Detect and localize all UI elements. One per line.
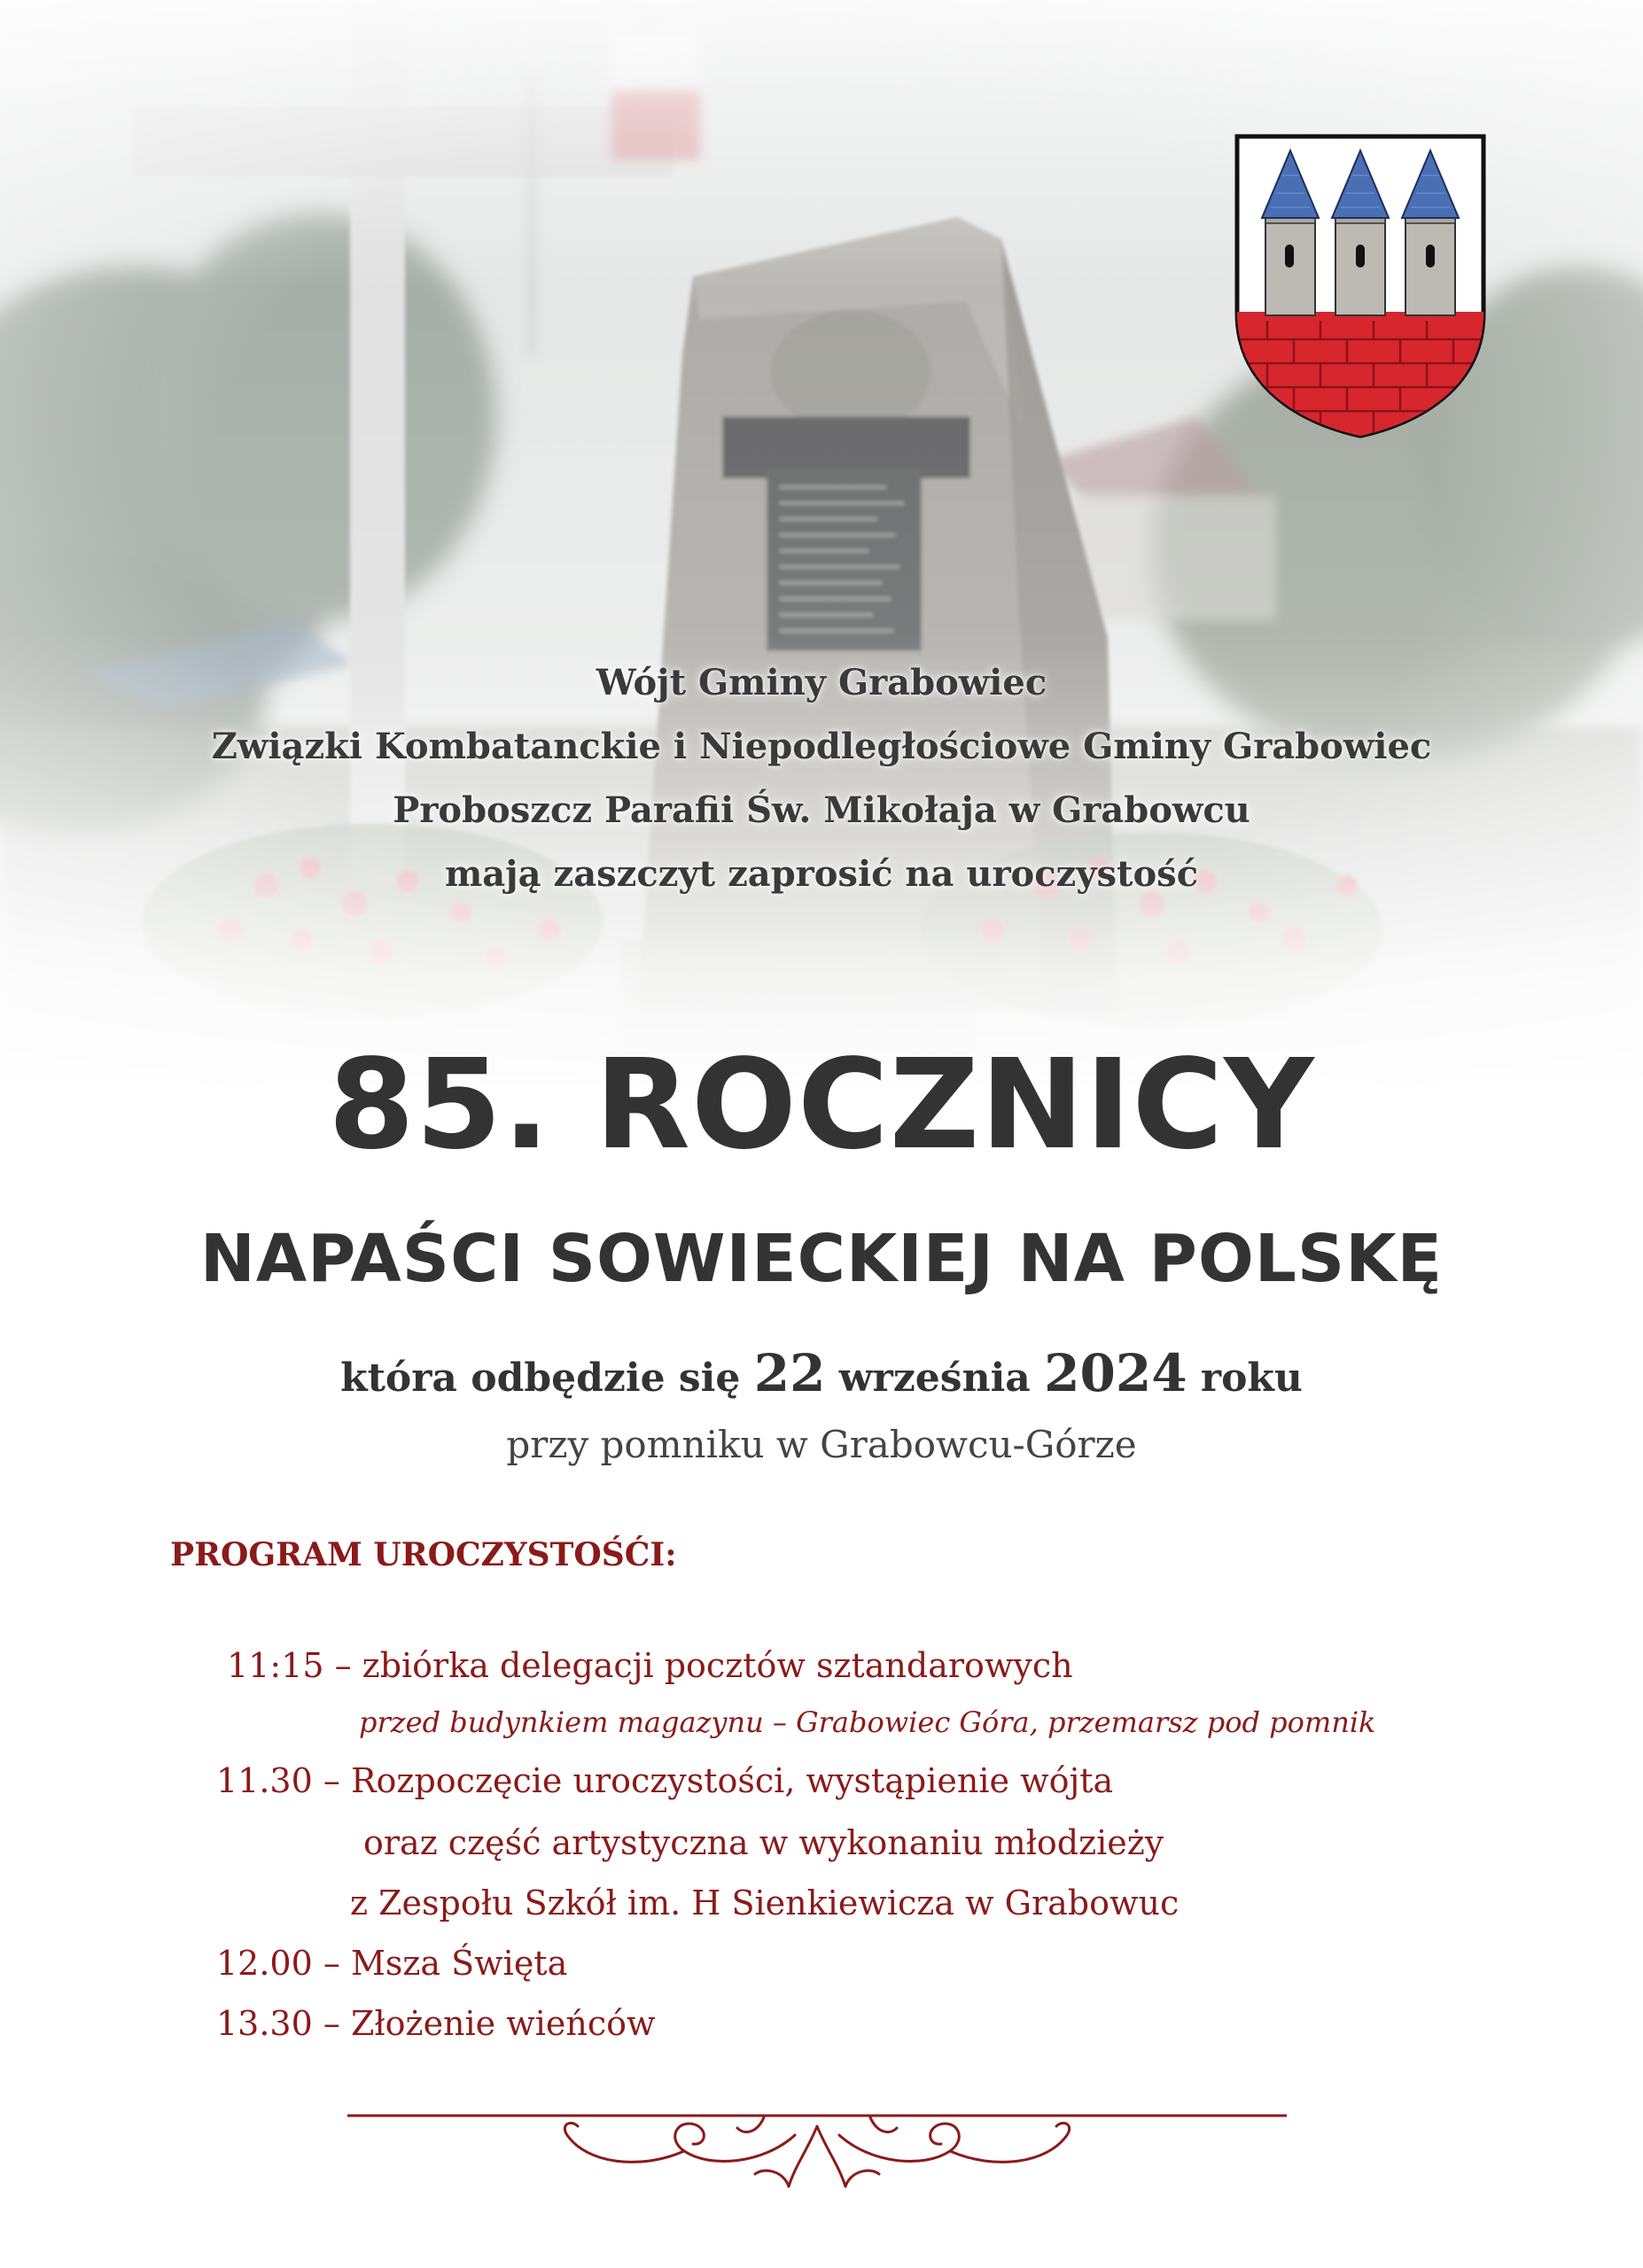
event-date-line — [0, 1342, 1643, 1410]
organizer-line: Wójt Gminy Grabowiec — [596, 662, 1047, 703]
program-item: 11.30 – Rozpoczęcie uroczystości, wystąpienie wójta — [216, 1761, 1114, 1800]
date-suffix: roku — [1200, 1355, 1303, 1401]
event-month: września — [838, 1355, 1031, 1401]
program-item-note: przed budynkiem magazynu – Grabowiec Góra, przemarsz pod pomnik — [359, 1705, 1376, 1739]
sub-title: NAPAŚCI SOWIECKIEJ NA POLSKĘ — [199, 1221, 1444, 1297]
date-prefix: która odbędzie się — [340, 1355, 741, 1401]
program-item: 11:15 – zbiórka delegacji pocztów sztandarowych — [227, 1646, 1073, 1685]
event-year: 2024 — [1044, 1343, 1187, 1403]
scroll-ornament-icon — [347, 2082, 1287, 2197]
program-item-continuation: z Zespołu Szkół im. H Sienkiewicza w Grabowuc — [350, 1884, 1180, 1922]
coat-of-arms-icon — [1232, 131, 1489, 441]
program-item-continuation: oraz część artystyczna w wykonaniu młodzieży — [363, 1823, 1164, 1862]
program-item: 12.00 – Msza Święta — [216, 1944, 568, 1983]
organizer-line: Proboszcz Parafii Św. Mikołaja w Grabowcu — [393, 789, 1250, 831]
invitation-line: mają zaszczyt zaprosić na uroczystość — [444, 853, 1199, 895]
program-heading: PROGRAM UROCZYSTOŚĆI: — [170, 1536, 677, 1573]
organizers-block — [0, 651, 1643, 906]
organizer-line: Związki Kombatanckie i Niepodległościowe Gminy Grabowiec — [211, 726, 1432, 767]
program-item: 13.30 – Złożenie wieńców — [216, 2004, 656, 2043]
event-place: przy pomniku w Grabowcu-Górze — [506, 1423, 1137, 1466]
main-title: 85. ROCZNICY — [328, 1033, 1315, 1177]
event-day: 22 — [753, 1343, 826, 1403]
